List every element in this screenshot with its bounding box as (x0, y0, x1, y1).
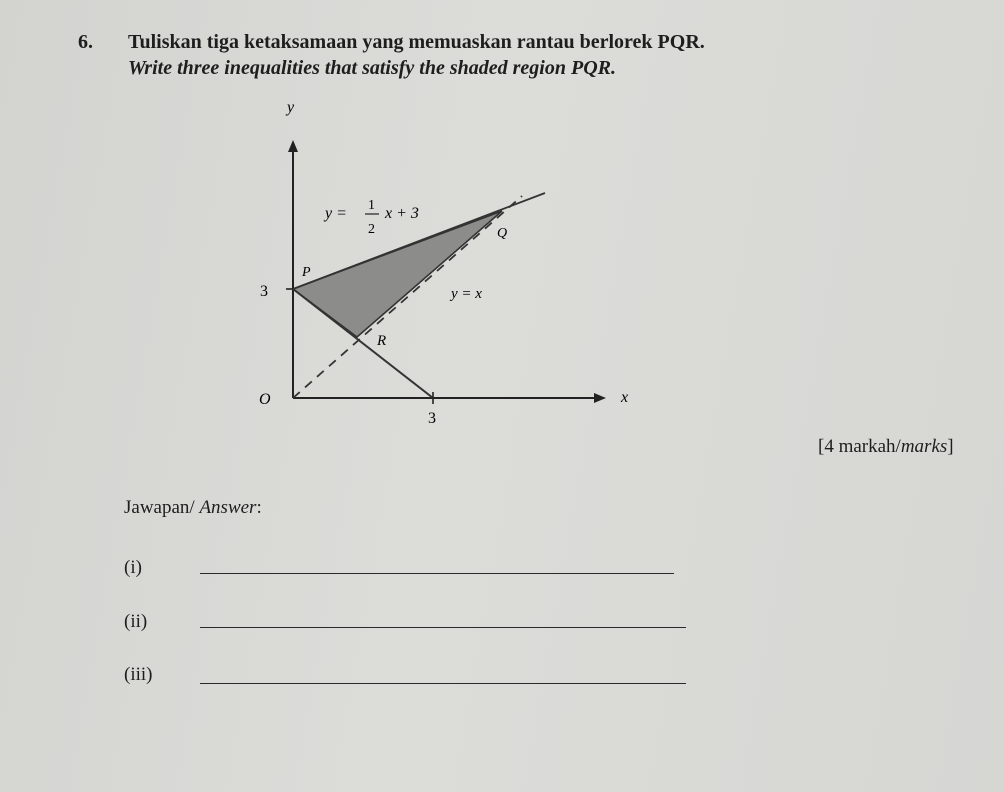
equation-label-1 (323, 198, 419, 237)
answer-label-ms: Jawapan/ (124, 497, 200, 518)
y-axis-arrow (288, 140, 298, 152)
marks-close: ] (947, 436, 954, 457)
equation-label-2: y = x (451, 286, 482, 302)
eq1-prefix: y = (325, 205, 347, 222)
x-tick-label: 3 (428, 410, 436, 427)
shaded-region-pqr (293, 211, 502, 337)
point-r-label: R (377, 333, 387, 349)
eq1-denominator: 2 (368, 222, 375, 237)
eq1-suffix: x + 3 (385, 205, 419, 222)
question-number: 6. (78, 31, 93, 53)
y-axis-label: y (287, 99, 295, 116)
x-axis-label: x (621, 389, 629, 406)
answer-line-ii[interactable] (200, 627, 686, 628)
marks-en: marks (900, 436, 948, 457)
y-tick-label: 3 (260, 283, 268, 300)
answer-colon: : (256, 497, 262, 518)
question-text-english: Write three inequalities that satisfy the shaded region PQR. (128, 57, 616, 79)
answer-heading (124, 497, 262, 519)
eq1-numerator: 1 (368, 198, 375, 213)
answer-line-i[interactable] (200, 573, 674, 574)
origin-label: O (259, 391, 271, 408)
marks-label (818, 436, 954, 458)
question-text-malay: Tuliskan tiga ketaksamaan yang memuaskan rantau berlorek PQR. (128, 31, 705, 53)
answer-line-iii[interactable] (200, 683, 686, 684)
part-ii-label: (ii) (124, 611, 148, 632)
part-i-label: (i) (124, 557, 142, 578)
marks-ms: [4 markah/ (818, 436, 901, 457)
x-axis-arrow (594, 393, 606, 403)
point-p-label: P (302, 265, 311, 280)
part-iii-label: (iii) (124, 664, 153, 685)
answer-label-en: Answer (199, 497, 257, 518)
point-q-label: Q (497, 226, 508, 241)
